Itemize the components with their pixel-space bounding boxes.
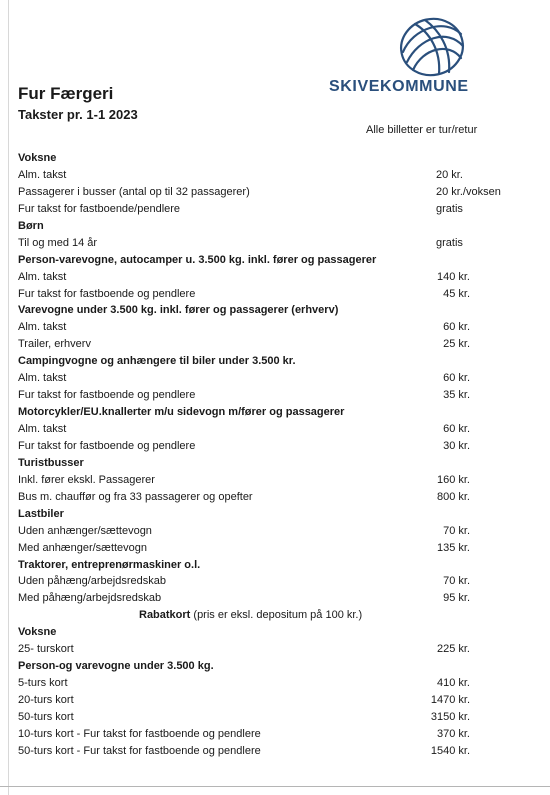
tariff-price: 140 kr. (436, 270, 470, 283)
tariff-list (0, 150, 550, 760)
tariff-price: 70 kr. (443, 575, 470, 588)
section-heading: Turistbusser (18, 456, 84, 469)
tariff-price: 45 kr. (443, 287, 470, 300)
tariff-price: gratis (436, 202, 463, 215)
tariff-row (0, 269, 550, 286)
tariff-label: Uden anhænger/sættevogn (18, 524, 152, 537)
tariff-label: Bus m. chauffør og fra 33 passagerer og opefter (18, 490, 253, 503)
tariff-row (0, 675, 550, 692)
document-subtitle: Takster pr. 1-1 2023 (18, 107, 138, 122)
tariff-label: Med anhænger/sættevogn (18, 541, 148, 554)
tariff-row (0, 235, 550, 252)
tariff-label: Passagerer i busser (antal op til 32 passagerer) (18, 185, 250, 198)
tariff-label: Inkl. fører ekskl. Passagerer (18, 473, 155, 486)
tariff-label: Alm. takst (18, 168, 67, 181)
section-heading-row (0, 218, 550, 235)
section-heading: Varevogne under 3.500 kg. inkl. fører og passagerer (erhverv) (18, 304, 339, 317)
section-heading: Børn (18, 219, 44, 232)
section-heading: Lastbiler (18, 507, 64, 520)
tariff-label: Alm. takst (18, 372, 67, 385)
tariff-label: Fur takst for fastboende/pendlere (18, 202, 181, 215)
tariff-row (0, 387, 550, 404)
tariff-price: 60 kr. (443, 423, 470, 435)
tariff-price: 20 kr./voksen (436, 185, 501, 198)
section-heading-row (0, 557, 550, 574)
tariff-row (0, 709, 550, 726)
section-heading-row (0, 624, 550, 641)
tariff-row (0, 489, 550, 506)
section-heading: Voksne (18, 626, 57, 639)
tariff-price: 95 kr. (443, 592, 470, 605)
tariff-price: gratis (436, 236, 463, 249)
tariff-label: Alm. takst (18, 423, 67, 435)
tariff-row (0, 286, 550, 303)
tariff-price: 225 kr. (436, 643, 470, 656)
rabatkort-heading-row (0, 607, 550, 624)
tariff-row (0, 692, 550, 709)
tariff-row (0, 167, 550, 184)
page-bottom-edge (0, 786, 550, 787)
section-heading: Voksne (18, 152, 57, 164)
tariff-label: 10-turs kort - Fur takst for fastboende og pendlere (18, 727, 261, 740)
tariff-label: Uden påhæng/arbejdsredskab (18, 575, 166, 588)
section-heading-row (0, 252, 550, 269)
tariff-row (0, 523, 550, 540)
tariff-label: 50-turs kort (18, 710, 74, 723)
tariff-row (0, 472, 550, 489)
tariff-row (0, 743, 550, 760)
tariff-label: Fur takst for fastboende og pendlere (18, 389, 196, 402)
tariff-price: 800 kr. (436, 490, 470, 503)
tariff-row (0, 641, 550, 658)
tariff-price: 1470 kr. (430, 694, 470, 706)
tariff-row (0, 421, 550, 438)
tariff-row (0, 184, 550, 201)
tariff-row (0, 726, 550, 743)
tariff-label: Med påhæng/arbejdsredskab (18, 592, 162, 605)
tariff-price: 135 kr. (436, 541, 470, 554)
tariff-row (0, 438, 550, 455)
section-heading: Campingvogne og anhængere til biler under 3.500 kr. (18, 355, 296, 368)
section-heading: Person-varevogne, autocamper u. 3.500 kg. inkl. fører og passagerer (18, 253, 377, 266)
tariff-price: 20 kr. (436, 168, 463, 181)
section-heading-row (0, 455, 550, 472)
section-heading-row (0, 658, 550, 675)
tariff-price: 70 kr. (443, 524, 470, 537)
logo-wordmark: SKIVEKOMMUNE (329, 78, 469, 95)
section-heading-row (0, 353, 550, 370)
tariff-label: 50-turs kort - Fur takst for fastboende og pendlere (18, 744, 261, 757)
tariff-row (0, 590, 550, 607)
tariff-price: 370 kr. (436, 727, 470, 740)
tariff-price: 3150 kr. (430, 710, 470, 723)
tariff-label: Fur takst for fastboende og pendlere (18, 439, 196, 452)
section-heading: Motorcykler/EU.knallerter m/u sidevogn m/fører og passagerer (18, 406, 345, 419)
document-title: Fur Færgeri (18, 84, 114, 103)
tariff-label: 20-turs kort (18, 694, 74, 706)
ticket-note: Alle billetter er tur/retur (366, 124, 478, 136)
tariff-row (0, 336, 550, 353)
skive-kommune-logo-mark (395, 12, 467, 80)
tariff-price: 60 kr. (443, 372, 470, 385)
tariff-label: Alm. takst (18, 270, 67, 283)
tariff-label: Til og med 14 år (18, 236, 98, 249)
tariff-label: Alm. takst (18, 321, 67, 334)
tariff-row (0, 319, 550, 336)
tariff-price: 25 kr. (443, 338, 470, 351)
tariff-row (0, 201, 550, 218)
tariff-price: 410 kr. (436, 677, 470, 690)
tariff-price: 60 kr. (443, 321, 470, 334)
tariff-price: 30 kr. (443, 439, 470, 452)
section-heading-row (0, 150, 550, 167)
tariff-price: 1540 kr. (430, 744, 470, 757)
tariff-label: 5-turs kort (18, 677, 68, 690)
tariff-label: Fur takst for fastboende og pendlere (18, 287, 196, 300)
tariff-price: 160 kr. (436, 473, 470, 486)
tariff-row (0, 370, 550, 387)
tariff-label: Trailer, erhverv (18, 338, 91, 351)
section-heading: Traktorer, entreprenørmaskiner o.l. (18, 558, 201, 571)
rabatkort-heading (139, 607, 362, 624)
rabatkort-note: (pris er eksl. depositum på 100 kr.) (190, 609, 363, 622)
tariff-row (0, 540, 550, 557)
section-heading-row (0, 506, 550, 523)
rabatkort-title: Rabatkort (139, 609, 191, 622)
tariff-price: 35 kr. (443, 389, 470, 402)
section-heading: Person-og varevogne under 3.500 kg. (18, 660, 214, 673)
section-heading-row (0, 302, 550, 319)
tariff-label: 25- turskort (18, 643, 74, 656)
tariff-row (0, 573, 550, 590)
section-heading-row (0, 404, 550, 421)
